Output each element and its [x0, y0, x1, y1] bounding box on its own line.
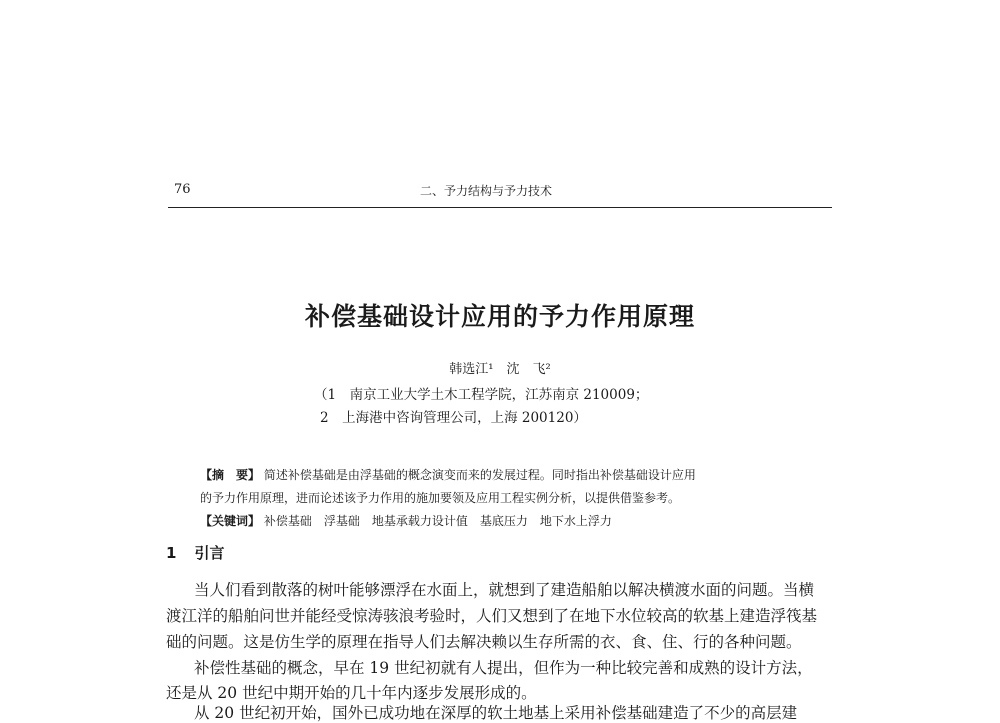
- paragraph-1-line-2: 渡江洋的船舶问世并能经受惊涛骇浪考验时，人们又想到了在地下水位较高的软基上建造浮筏基: [166, 607, 818, 625]
- affiliation-1: （1 南京工业大学土木工程学院，江苏南京 210009；: [314, 387, 649, 403]
- keywords-text: 补偿基础 浮基础 地基承载力设计值 基底压力 地下水上浮力: [263, 514, 612, 528]
- authors: 韩选江¹ 沈 飞²: [449, 362, 551, 377]
- section-number: 1: [166, 544, 177, 562]
- paragraph-1-line-3: 础的问题。这是仿生学的原理在指导人们去解决赖以生存所需的衣、食、住、行的各种问题。: [166, 633, 802, 651]
- paragraph-1-line-1: 当人们看到散落的树叶能够漂浮在水面上，就想到了建造船舶以解决横渡水面的问题。当横: [194, 581, 815, 599]
- paragraph-2-line-2: 还是从 20 世纪中期开始的几十年内逐步发展形成的。: [166, 684, 537, 702]
- abstract-text-line-1: 简述补偿基础是由浮基础的概念演变而来的发展过程。同时指出补偿基础设计应用: [263, 468, 696, 482]
- abstract: [200, 466, 696, 483]
- affiliation-2: 2 上海港中咨询管理公司，上海 200120）: [320, 410, 587, 426]
- paragraph-2-line-1: 补偿性基础的概念，早在 19 世纪初就有人提出，但作为一种比较完善和成熟的设计方法，: [194, 659, 813, 677]
- paper-title: 补偿基础设计应用的予力作用原理: [304, 302, 695, 331]
- keywords-label: 【关键词】: [200, 514, 261, 528]
- running-head: 二、予力结构与予力技术: [420, 184, 553, 198]
- header-rule: [168, 207, 832, 208]
- section-title: 引言: [194, 544, 225, 562]
- keywords: [200, 512, 612, 529]
- paragraph-3-line-1: 从 20 世纪初开始，国外已成功地在深厚的软土地基上采用补偿基础建造了不少的高层建: [194, 704, 798, 722]
- abstract-label: 【摘 要】: [200, 468, 261, 482]
- page-number: 76: [174, 182, 191, 197]
- section-heading: [166, 542, 224, 563]
- abstract-text-line-2: 的予力作用原理，进而论述该予力作用的施加要领及应用工程实例分析，以提供借鉴参考。: [200, 491, 681, 505]
